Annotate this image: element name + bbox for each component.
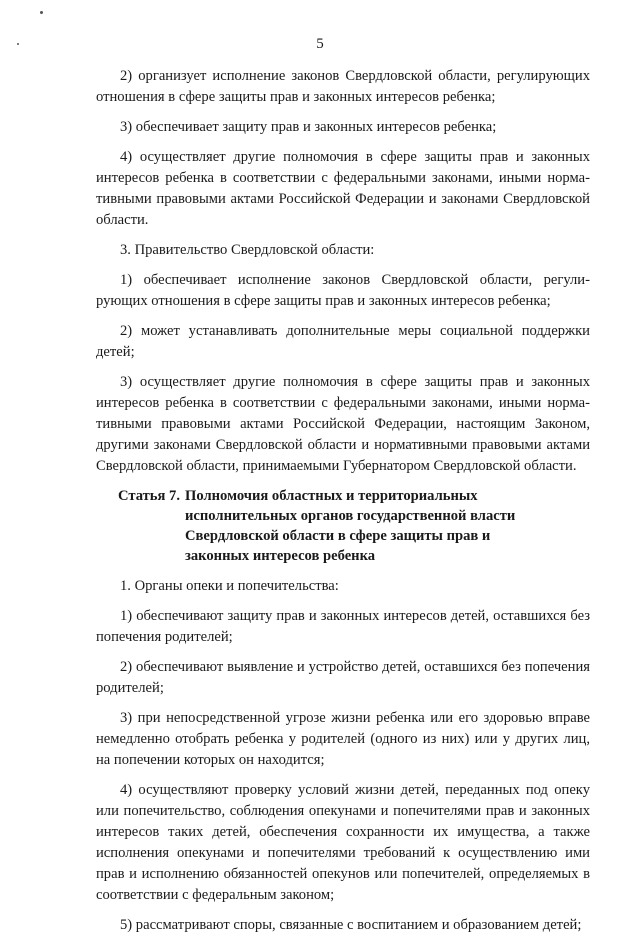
paragraph: 4) осуществляют проверку условий жизни детей, переданных под опеку или попечительство, соблюдения опекунами и попечителями прав и законных интересов таких детей, обеспечения сохранности их имущества, а также исполнения опекунами и попечителями требований к осуществлению ими прав и исполнению обязанностей опекунов или попечителей, определяемых в соответствии с федеральным законом;	[96, 782, 590, 903]
paragraph: 1) обеспечивает исполнение законов Свердловской области, регулирующих отношения в сфере защиты прав и законных интересов ребенка;	[96, 272, 590, 309]
paragraph: 3) осуществляет другие полномочия в сфере защиты прав и законных интересов ребенка в соответствии с федеральными законами, иными нормативными правовыми актами Российской Федерации, настоящим Законом, другими законами Свердловской области и нормативными правовыми актами Свердловской области, принимаемыми Губернатором Свердловской области.	[96, 374, 590, 474]
paragraph: 3) при непосредственной угрозе жизни ребенка или его здоровью вправе немедленно отобрать ребенка у родителей (одного из них) или у других лиц, на попечении которых он находится;	[96, 710, 590, 768]
paragraph: 5) рассматривают споры, связанные с воспитанием и образованием детей;	[120, 917, 582, 933]
paragraph: 3. Правительство Свердловской области:	[120, 242, 375, 258]
paragraph: 2) организует исполнение законов Свердловской области, регулирующих отношения в сфере защиты прав и законных интересов ребенка;	[96, 68, 590, 105]
paragraph: 1) обеспечивают защиту прав и законных интересов детей, оставшихся без попечения родителей;	[96, 608, 590, 645]
scan-dot-mark	[40, 11, 43, 14]
article-title: Полномочия областных и территориальных исполнительных органов государственной власти Свердловской области в сфере защиты прав и законных интересов ребенка	[185, 488, 516, 564]
paragraph: 2) может устанавливать дополнительные меры социальной поддержки детей;	[96, 323, 590, 360]
paragraph: 1. Органы опеки и попечительства:	[120, 578, 339, 594]
document-body	[96, 66, 590, 945]
paragraph: 2) обеспечивают выявление и устройство детей, оставшихся без попечения родителей;	[96, 659, 590, 696]
article-label: Статья 7.	[118, 488, 180, 504]
page-number: 5	[316, 36, 324, 52]
paragraph: 3) обеспечивает защиту прав и законных интересов ребенка;	[120, 119, 497, 135]
article-heading	[96, 486, 590, 566]
paragraph: 4) осуществляет другие полномочия в сфере защиты прав и законных интересов ребенка в соответствии с федеральными законами, иными нормативными правовыми актами Российской Федерации и законами Свердловской области.	[96, 149, 590, 228]
